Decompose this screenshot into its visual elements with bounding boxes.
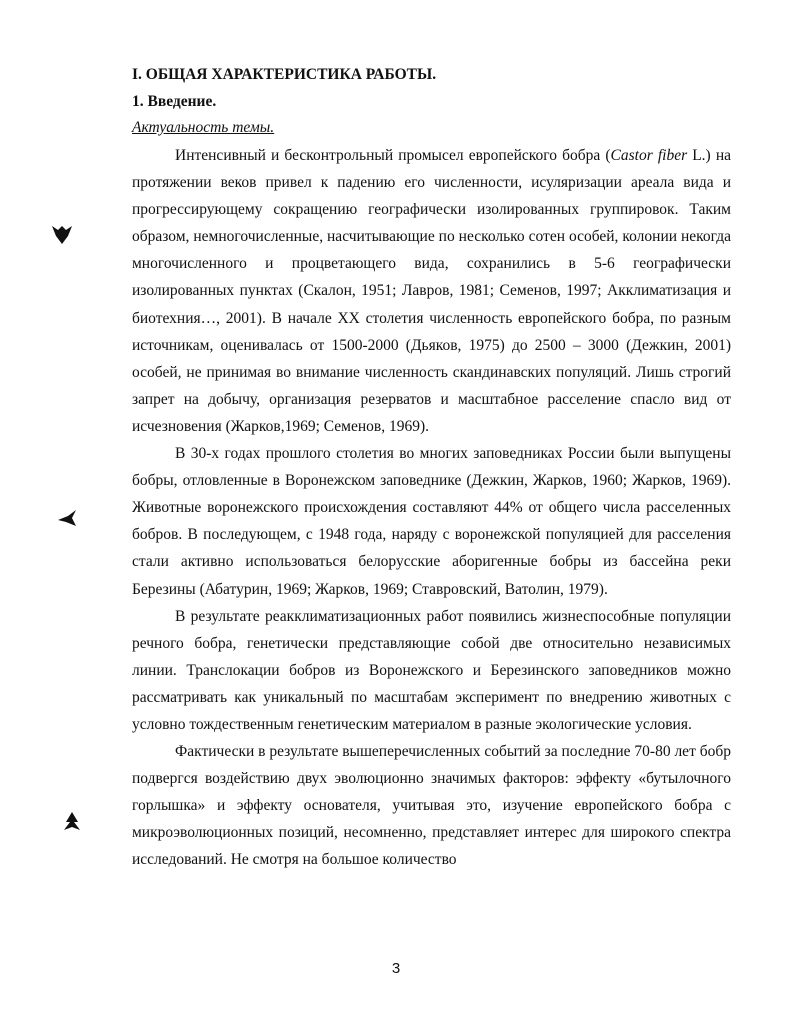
margin-mark-icon [50,222,74,246]
paragraph-1-start: Интенсивный и бесконтрольный промысел европейского бобра ( [175,147,611,164]
paragraph-4: Фактически в результате вышеперечисленных событий за последние 70-80 лет бобр подвергся воздействию двух эволюционно значимых факторов: эффекту «бутылочного горлышка» и эффекту основателя, учитывая это, изучение европейского бобра с микроэволюционных позиций, несомненно, представляет интерес для широкого спектра исследований. Не смотря на большое количество [132,743,731,869]
paragraph-1-rest: L.) на протяжении веков привел к падению его численности, исуляризации ареала вида и прогрессирующему сокращению географически изолированных группировок. Таким образом, немногочисленные, насчитывающие по несколько сотен особей, колонии некогда многочисленного и процветающего вида, сохранились в 5-6 географически изолированных пунктах (Скалон, 1951; Лавров, 1981; Семенов, 1997; Акклиматизация и биотехния…, 2001). В начале XX столетия численность европейского бобра, по разным источникам, оценивалась от 1500-2000 (Дьяков, 1975) до 2500 – 3000 (Дежкин, 2001) особей, не принимая во внимание численность скандинавских популяций. Лишь строгий запрет на добычу, организация резерватов и масштабное расселение спасло вид от исчезновения (Жарков,1969; Семенов, 1969). [132,147,731,435]
paragraph-3: В результате реакклиматизационных работ появились жизнеспособные популяции речного бобра, генетически представляющие собой две относительно независимых линии. Транслокации бобров из Воронежского и Березинского заповедников можно рассматривать как уникальный по масштабам эксперимент по внедрению животных с условно тождественным генетическим материалом в разные экологические условия. [132,607,731,733]
paragraph-2: В 30-х годах прошлого столетия во многих заповедниках России были выпущены бобры, отловленные в Воронежском заповеднике (Дежкин, Жарков, 1960; Жарков, 1969). Животные воронежского происхождения составляют 44% от общего числа расселенных бобров. В последующем, с 1948 года, наряду с воронежской популяцией для расселения стали активно использоваться белорусские аборигенные бобры из бассейна реки Березины (Абатурин, 1969; Жарков, 1969; Ставровский, Ватолин, 1979). [132,445,731,598]
page-number: 3 [391,960,401,977]
section-heading: I. ОБЩАЯ ХАРАКТЕРИСТИКА РАБОТЫ. [132,66,437,83]
document-body [132,62,731,874]
topic-label: Актуальность темы. [132,119,275,136]
margin-arrow-icon [60,810,84,834]
paragraph-1 [132,142,731,440]
margin-tick-icon [56,506,80,530]
subsection-heading: 1. Введение. [132,93,217,110]
species-name: Castor fiber [610,147,688,164]
